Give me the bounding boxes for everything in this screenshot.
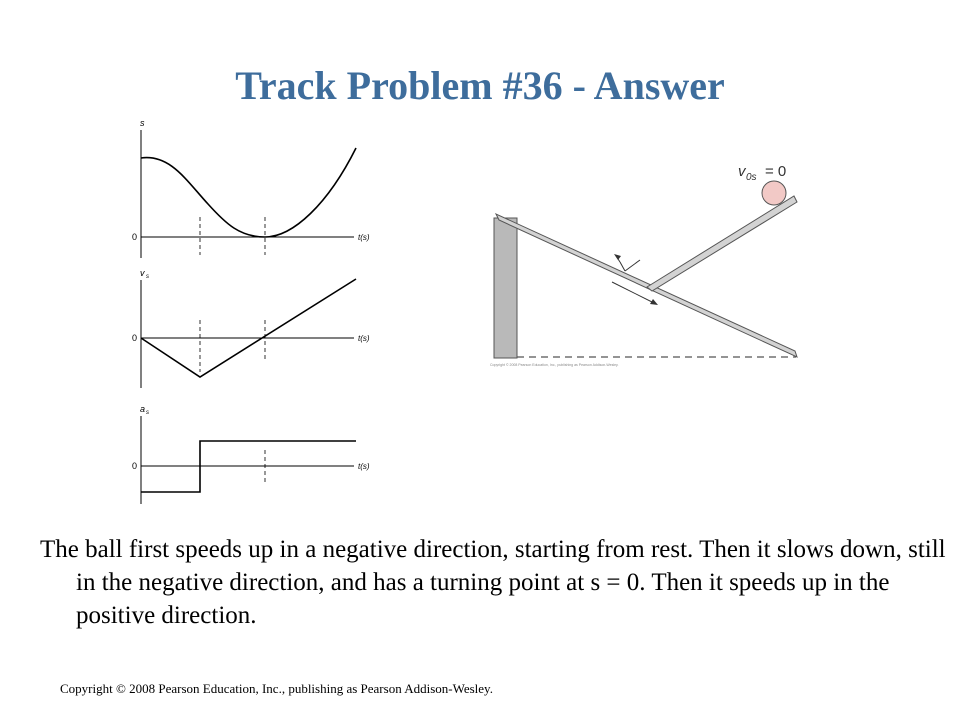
slide-title: Track Problem #36 - Answer [235, 63, 725, 108]
position-graph [132, 118, 370, 258]
position-origin-label: 0 [132, 232, 138, 242]
acceleration-axis-sub: s [146, 410, 149, 416]
explanation-text: The ball first speeds up in a negative direction, starting from rest. Then it slows down, still in the negative direction, and has a turning point at s = 0. Then it speeds up in the positive direction. [40, 536, 946, 629]
ball-velocity-value: = 0 [765, 163, 787, 180]
velocity-origin-label: 0 [132, 333, 138, 343]
acceleration-graph [132, 404, 370, 504]
velocity-axis-sub: s [146, 274, 149, 280]
motion-graphs [118, 112, 378, 512]
copyright-notice: Copyright © 2008 Pearson Education, Inc., publishing as Pearson Addison-Wesley. [60, 681, 493, 696]
ramp-diagram [484, 150, 814, 375]
acceleration-time-label: t(s) [358, 462, 370, 471]
support-post [494, 218, 517, 358]
lower-track [496, 214, 797, 357]
acceleration-axis-label: a [140, 404, 146, 414]
ball [762, 181, 786, 205]
arrow-up-left-icon [614, 254, 640, 271]
velocity-graph [132, 268, 370, 388]
position-axis-label: s [140, 118, 145, 128]
velocity-axis-label: v [140, 268, 145, 278]
ball-velocity-sub: 0s [746, 172, 757, 183]
position-curve [141, 148, 356, 237]
velocity-line [141, 279, 356, 377]
diagram-credit: Copyright © 2008 Pearson Education, Inc., publishing as Pearson Addison-Wesley. [490, 363, 619, 367]
velocity-time-label: t(s) [358, 334, 370, 343]
position-time-label: t(s) [358, 233, 370, 242]
upper-track [647, 196, 797, 291]
ball-velocity-label: v [738, 163, 746, 180]
acceleration-origin-label: 0 [132, 461, 138, 471]
